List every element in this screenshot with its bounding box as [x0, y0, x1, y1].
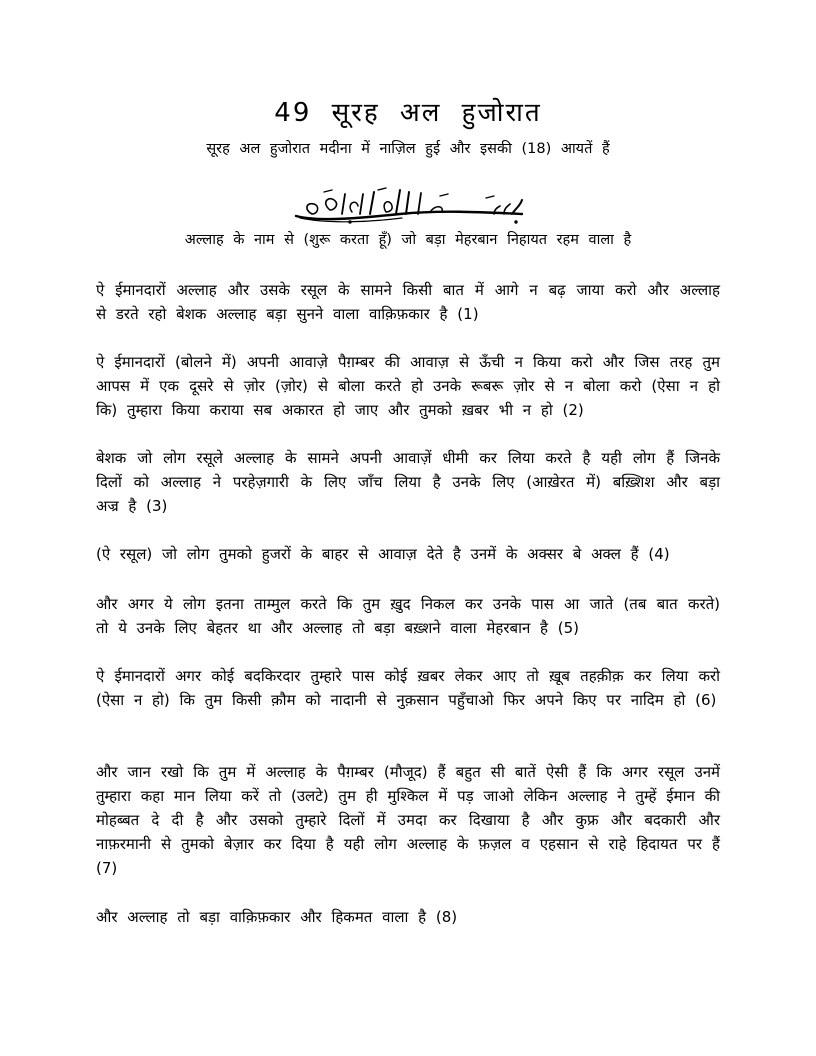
verse-1: ऐ ईमानदारों अल्लाह और उसके रसूल के सामने किसी बात में आगे न बढ़ जाया करो और अल्लाह से डरते रहो बेशक अल्लाह बड़ा सुनने वाला वाक़िफ़कार है (1) [96, 281, 720, 323]
verse-4: (ऐ रसूल) जो लोग तुमको हुजरों के बाहर से आवाज़ देते है उनमें के अक्सर बे अक्ल हैं (4) [96, 545, 670, 563]
verse-6: ऐ ईमानदारों अगर कोई बदकिरदार तुम्हारे पास कोई ख़बर लेकर आए तो ख़ूब तहक़ीक़ कर लिया करो (ऐसा न हो) कि तुम किसी क़ौम को नादानी से नुक़सान पहुँचाओ फिर अपने किए पर नादिम हो (6) [96, 667, 720, 709]
surah-subtitle: सूरह अल हुजोरात मदीना में नाज़िल हुई और इसकी (18) आयतें हैं [206, 141, 610, 157]
surah-title: 49 सूरह अल हुजोरात [274, 98, 542, 128]
bismillah-translation: अल्लाह के नाम से (शुरू करता हूँ) जो बड़ा मेहरबान निहायत रहम वाला है [184, 232, 632, 248]
verse-5: और अगर ये लोग इतना ताम्मुल करते कि तुम ख़ुद निकल कर उनके पास आ जाते (तब बात करते) तो ये उनके लिए बेहतर था और अल्लाह तो बड़ा बख़्शने वाला मेहरबान है (5) [96, 595, 720, 637]
verse-3: बेशक जो लोग रसूले अल्लाह के सामने अपनी आवाज़ें धीमी कर लिया करते है यही लोग हैं जिनके दिलों को अल्लाह ने परहेज़गारी के लिए जाँच लिया है उनके लिए (आख़ेरत में) बख़्शिश और बड़ा अज्र है (3) [96, 449, 720, 515]
bismillah-calligraphy [290, 184, 530, 226]
verse-8: और अल्लाह तो बड़ा वाक़िफ़कार और हिकमत वाला है (8) [96, 908, 458, 926]
verse-7: और जान रखो कि तुम में अल्लाह के पैग़म्बर (मौजूद) हैं बहुत सी बातें ऐसी हैं कि अगर रसूल उनमें तुम्हारा कहा मान लिया करें तो (उलटे) तुम ही मुश्किल में पड़ जाओ लेकिन अल्लाह ने तुम्हें ईमान की मोहब्बत दे दी है और उसको तुम्हारे दिलों में उमदा कर दिखाया है और कुफ्र और बदकारी और नाफ़रमानी से तुमको बेज़ार कर दिया है यही लोग अल्लाह के फ़ज़ल व एहसान से राहे हिदायत पर हैं (7) [96, 763, 720, 877]
verse-2: ऐ ईमानदारों (बोलने में) अपनी आवाज़े पैग़म्बर की आवाज़ से ऊँची न किया करो और जिस तरह तुम आपस में एक दूसरे से ज़ोर (ज़ोर) से बोला करते हो उनके रूबरू ज़ोर से न बोला करो (ऐसा न हो कि) तुम्हारा किया कराया सब अकारत हो जाए और तुमको ख़बर भी न हो (2) [96, 353, 720, 419]
